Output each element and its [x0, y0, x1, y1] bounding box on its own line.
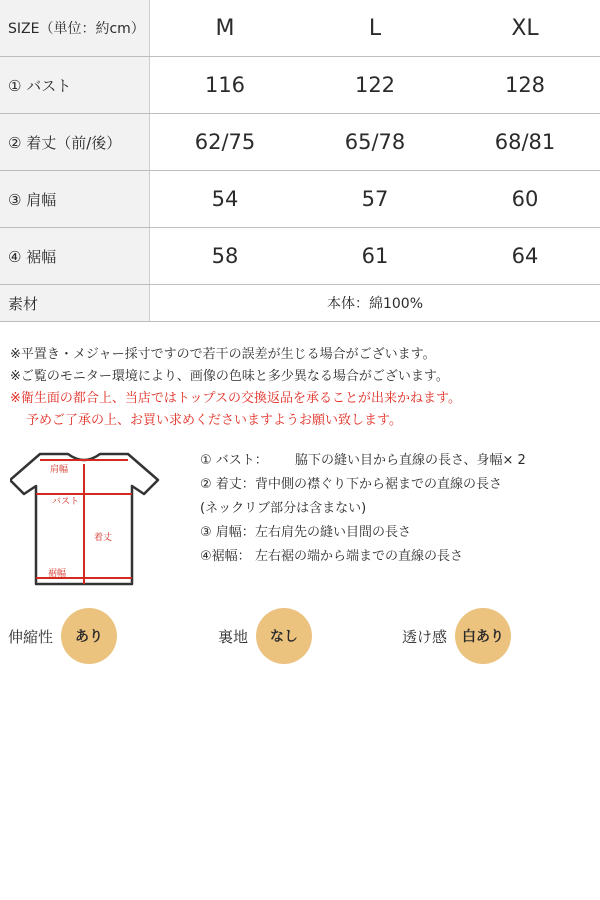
property-badge: なし: [256, 608, 312, 664]
table-cell: 57: [361, 187, 389, 211]
property-badge: 白あり: [455, 608, 511, 664]
measurement-length-note: [200, 497, 526, 521]
property-sheerness: [402, 606, 511, 666]
table-row-bust: [0, 57, 600, 114]
table-cell: 62/75: [194, 130, 256, 154]
measurement-length: [200, 473, 526, 497]
measurement-text: 背中側の襟ぐり下から裾までの直線の長さ: [255, 477, 503, 492]
size-table-header: [0, 0, 600, 57]
table-row-material: [0, 285, 600, 322]
diagram-bust-label: バスト: [52, 497, 80, 507]
size-l-header: L: [368, 15, 382, 41]
table-row-hem: [0, 228, 600, 285]
table-cell: 65/78: [344, 130, 406, 154]
measurement-term: ② 着丈：: [200, 477, 255, 492]
measurement-descriptions: [200, 449, 526, 569]
size-table: [0, 0, 600, 322]
table-cell: 68/81: [494, 130, 556, 154]
table-cell: 61: [361, 244, 389, 268]
property-lining: [218, 606, 312, 666]
notes: [10, 344, 461, 432]
measurement-term: ③ 肩幅：: [200, 525, 255, 540]
measurement-text: (ネックリブ部分は含まない): [200, 501, 367, 516]
row-label: ② 着丈（前/後）: [0, 114, 150, 170]
material-value: 本体：綿100%: [326, 296, 424, 312]
diagram-shoulder-label: 肩幅: [50, 465, 69, 475]
size-m-header: M: [215, 15, 235, 41]
fabric-properties: [0, 606, 600, 666]
row-label: ③ 肩幅: [0, 171, 150, 227]
note-measurement-error: ※平置き・メジャー採寸ですので若干の誤差が生じる場合がございます。: [10, 347, 436, 362]
note-monitor-color: ※ご覧のモニター環境により、画像の色味と多少異なる場合がございます。: [10, 369, 449, 384]
table-cell: 54: [211, 187, 239, 211]
table-cell: 60: [511, 187, 539, 211]
property-label: 裏地: [218, 627, 249, 646]
table-cell: 58: [211, 244, 239, 268]
table-row-length: [0, 114, 600, 171]
note-no-returns-continued: 予めご了承の上、お買い求めくださいますようお願い致します。: [26, 413, 402, 428]
measurement-text: 脇下の縫い目から直線の長さ、身幅× 2: [295, 453, 526, 468]
measurement-term: ④裾幅：: [200, 549, 251, 564]
measurement-text: 左右裾の端から端までの直線の長さ: [255, 549, 464, 564]
table-row-shoulder: [0, 171, 600, 228]
property-badge: あり: [61, 608, 117, 664]
table-cell: 116: [204, 73, 246, 97]
size-xl-header: XL: [511, 15, 539, 41]
diagram-length-label: 着丈: [94, 533, 113, 543]
measurement-shoulder: [200, 521, 526, 545]
measurement-bust: [200, 449, 526, 473]
note-no-returns: ※衛生面の都合上、当店ではトップスの交換返品を承ることが出来かねます。: [10, 391, 461, 406]
property-label: 透け感: [402, 627, 448, 646]
row-label: ① バスト: [0, 57, 150, 113]
row-label: ④ 裾幅: [0, 228, 150, 284]
table-cell: 128: [504, 73, 546, 97]
size-unit-label: SIZE（単位：約cm）: [0, 0, 150, 56]
measurement-term: ① バスト：: [200, 453, 268, 468]
table-cell: 64: [511, 244, 539, 268]
measurement-text: 左右肩先の縫い目間の長さ: [255, 525, 412, 540]
property-label: 伸縮性: [8, 627, 54, 646]
tshirt-diagram: [10, 450, 170, 590]
material-label: 素材: [0, 285, 150, 321]
measurement-hem: [200, 545, 526, 569]
property-stretch: [8, 606, 117, 666]
table-cell: 122: [354, 73, 396, 97]
diagram-hem-label: 裾幅: [48, 569, 67, 579]
